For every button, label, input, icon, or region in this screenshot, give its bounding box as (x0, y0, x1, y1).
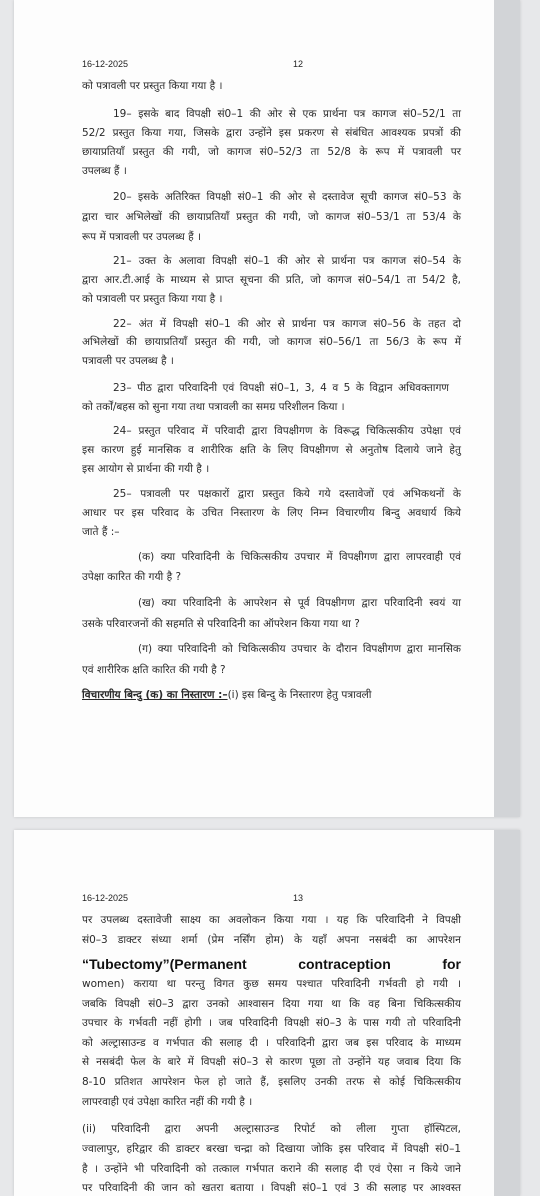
page-scroll-band (494, 0, 520, 817)
text-line: है । उन्होंने भी परिवादिनी को तत्काल गर्भपात कराने की सलाह दी एवं ऐसा न किये जाने (82, 1163, 461, 1175)
text-line: द्वारा आर.टी.आई के माध्यम से प्राप्त सूचना की प्रति, जो कागज सं0–54/1 ता 54/2 है, (82, 274, 461, 286)
text-line: 25– पत्रावली पर पक्षकारों द्वारा प्रस्तुत किये गये दस्तावेजों एवं अभिकथनों के (113, 488, 461, 500)
text-line: 8-10 प्रतिशत आपरेशन फेल हो जाते हैं, इसलिए उनकी तरफ से कोई चिकित्सकीय (82, 1076, 461, 1088)
text-line: 19– इसके बाद विपक्षी सं0–1 की ओर से एक प्रार्थना पत्र कागज सं0–52/1 ता (113, 108, 461, 120)
text-line: 24– प्रस्तुत परिवाद में परिवादी द्वारा विपक्षीगण के विरूद्ध चिकित्सकीय उपेक्षा एवं (113, 425, 461, 437)
text-line: उसके परिवारजनों की सहमति से परिवादिनी का ऑपरेशन किया गया था ? (82, 618, 360, 630)
page-number: 13 (293, 893, 304, 903)
text-line: 20– इसके अतिरिक्त विपक्षी सं0–1 की ओर से दस्तावेज सूची कागज सं0–53 के (113, 191, 461, 203)
text-line: जबकि विपक्षी सं0–3 द्वारा उनको आश्वासन दिया गया था कि वह बिना चिकित्सकीय (82, 998, 461, 1010)
text-line: पर उपलब्ध दस्तावेजी साक्ष्य का अवलोकन किया गया । यह कि परिवादिनी ने विपक्षी (82, 914, 461, 926)
question-ka: (क) क्या परिवादिनी के चिकित्सकीय उपचार में विपक्षीगण द्वारा लापरवाही एवं (138, 551, 461, 563)
text-line: से नसबंदी फेल के बारे में विपक्षी सं0–3 से कारण पूछा तो उन्होंने यह जवाब दिया कि (82, 1056, 461, 1068)
page-scroll-band (494, 830, 520, 1196)
text-line: पर परिवादिनी की जान को खतरा बताया । विपक्षी सं0–1 एवं 3 की सलाह पर आश्वस्त (82, 1182, 461, 1194)
document-page-13 (14, 830, 520, 1196)
text-line: को पत्रावली पर प्रस्तुत किया गया है । (82, 80, 223, 92)
heading-continuation: (i) इस बिन्दु के निस्तारण हेतु पत्रावली (227, 689, 372, 701)
text-line: उपचार के गर्भवती नहीं होगी । जब परिवादिनी विपक्षी सं0–3 के पास गयी तो परिवादिनी (82, 1017, 461, 1029)
text-line: आधार पर इस परिवाद के उचित निस्तारण के लिए निम्न विचारणीय बिन्दु अवधार्य किये (82, 507, 461, 519)
text-line: जाते हैं :– (82, 526, 120, 538)
text-line: 22– अंत में विपक्षी सं0–1 की ओर से प्रार्थना पत्र कागज सं0–56 के तहत दो (113, 318, 461, 330)
text-line: छायाप्रतियाँ प्रस्तुत की गयी, जो कागज सं0–52/3 ता 52/8 के रूप में पत्रावली पर (82, 146, 461, 158)
text-line: 23– पीठ द्वारा परिवादिनी एवं विपक्षी सं0–1, 3, 4 व 5 के विद्वान अधिवक्तागण (113, 382, 449, 394)
text-line: को अल्ट्रासाउन्ड व गर्भपात की सलाह दी । परिवादिनी द्वारा जब इस परिवाद के माध्यम (82, 1037, 461, 1049)
text-line: 52/2 प्रस्तुत किया गया, जिसके द्वारा उन्होंने इस प्रकरण से संबंधित आवश्यक प्रपत्रों की (82, 127, 461, 139)
text-line: (ii) परिवादिनी द्वारा अपनी अल्ट्रासाउन्ड रिपोर्ट को लीला गुप्ता हॉस्पिटल, (82, 1123, 461, 1135)
text-line: रूप में पत्रावली पर उपलब्ध हैं । (82, 231, 201, 243)
text-line: को तर्कों/बहस को सुना गया तथा पत्रावली का समग्र परिशीलन किया । (82, 401, 345, 413)
text-line: उपलब्ध हैं । (82, 165, 127, 177)
text-line: एवं शारीरिक क्षति कारित की गयी है ? (82, 664, 226, 676)
text-line: ज्वालापुर, हरिद्वार की डाक्टर बरखा चन्द्रा को दिखाया जोकि इस परिवाद में विपक्षी सं0–1 (82, 1143, 461, 1155)
question-ga: (ग) क्या परिवादिनी को चिकित्सकीय उपचार के दौरान विपक्षीगण द्वारा मानसिक (138, 643, 461, 655)
text-line: इस आयोग से प्रार्थना की गयी है । (82, 463, 210, 475)
heading-label: विचारणीय बिन्दु (क) का निस्तारण :– (82, 689, 228, 701)
document-page-12 (14, 0, 520, 817)
question-kha: (ख) क्या परिवादिनी के आपरेशन से पूर्व विपक्षीगण द्वारा परिवादिनी स्वयं या (138, 597, 461, 609)
text-line: लापरवाही एवं उपेक्षा कारित नहीं की गयी है । (82, 1096, 253, 1108)
section-heading (82, 689, 372, 701)
page-date: 16-12-2025 (82, 59, 129, 69)
page-number: 12 (293, 59, 304, 69)
text-line: सं0–3 डाक्टर संध्या शर्मा (प्रेम नर्सिंग होम) के यहाँ अपना नसबंदी का आपरेशन (82, 934, 461, 946)
text-line: पत्रावली पर उपलब्ध है । (82, 355, 174, 367)
text-line: इस कारण हुई मानसिक व शारीरिक क्षति के लिए विपक्षीगण से अनुतोष दिलाये जाने हेतु (82, 444, 461, 456)
text-line: द्वारा चार अभिलेखों की छायाप्रतियाँ प्रस्तुत की गयी, जो कागज सं0–53/1 ता 53/4 के (82, 211, 461, 223)
text-line: 21– उक्त के अलावा विपक्षी सं0–1 की ओर से प्रार्थना पत्र कागज सं0–54 के (113, 255, 461, 267)
page-date: 16-12-2025 (82, 893, 129, 903)
text-line: को पत्रावली पर प्रस्तुत किया गया है । (82, 293, 223, 305)
text-line: उपेक्षा कारित की गयी है ? (82, 571, 182, 583)
text-line: अभिलेखों की छायाप्रतियाँ प्रस्तुत की गयी, जो कागज सं0–56/1 ता 56/3 के रूप में (82, 336, 461, 348)
text-line: “Tubectomy”(Permanent contraception for (82, 956, 461, 972)
text-line: women) कराया था परन्तु विगत कुछ समय पश्चात परिवादिनी गर्भवती हो गयी । (82, 978, 461, 990)
